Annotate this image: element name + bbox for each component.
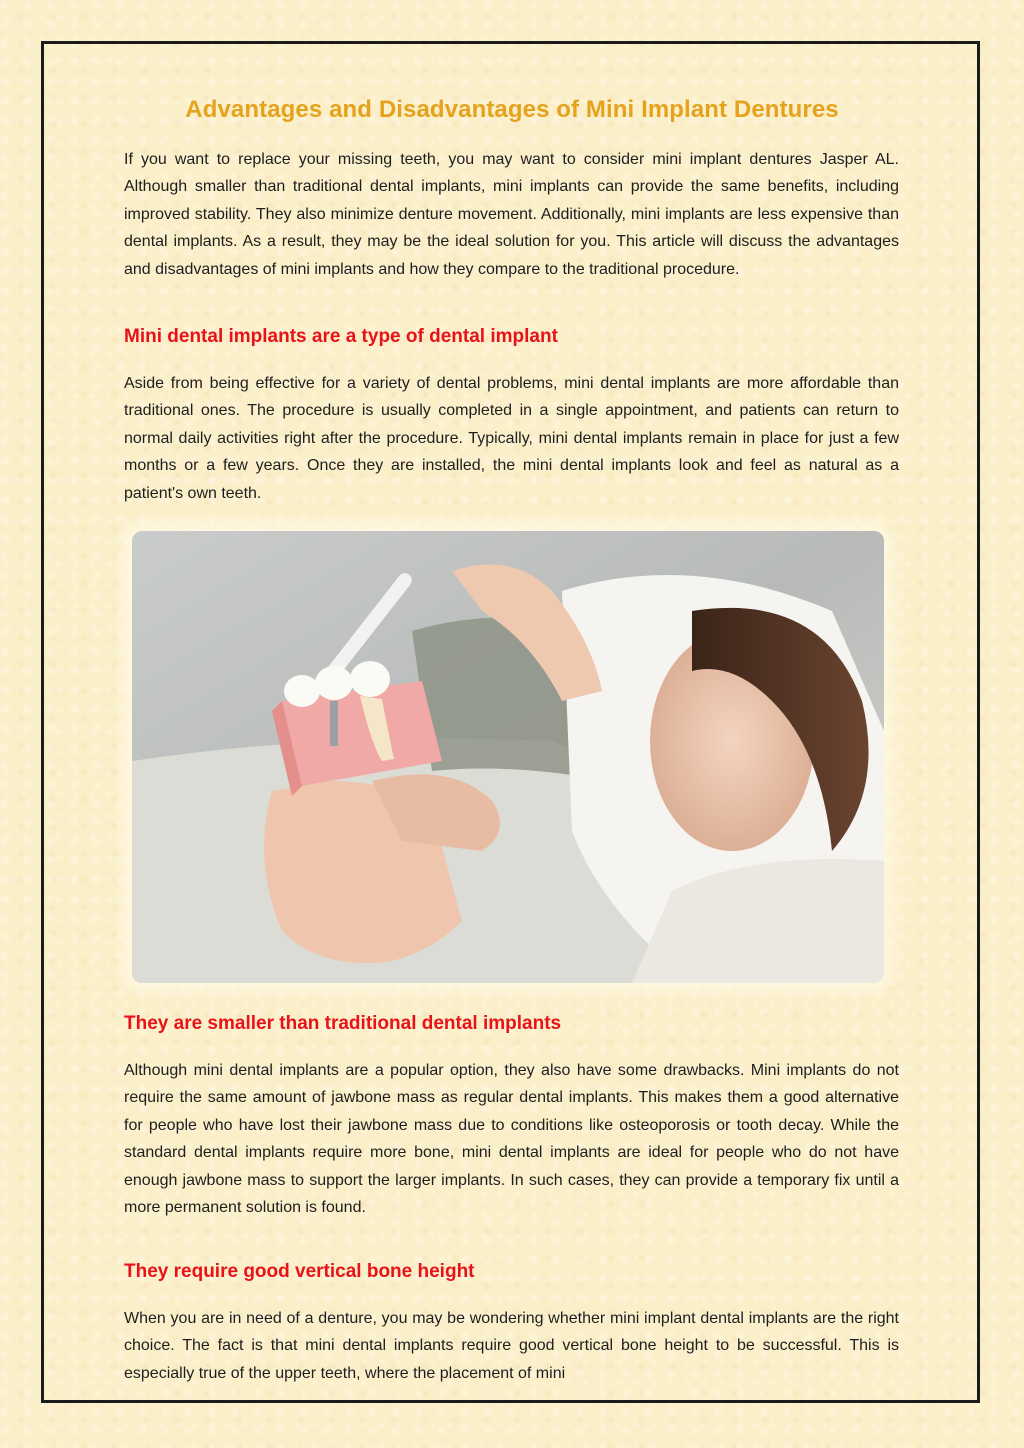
- dentist-holding-implant-model-illustration: [132, 531, 884, 983]
- dental-model-photo: [132, 531, 884, 983]
- section-body-mini-implants-type: Aside from being effective for a variety of dental problems, mini dental implants are more affordable than traditional ones. The procedure is usually completed in a single appointment, and patients can return to normal daily activities right after the procedure. Typically, mini dental implants remain in place for just a few months or a few years. Once they are installed, the mini dental implants look and feel as natural as a patient's own teeth.: [124, 375, 899, 502]
- page-title: Advantages and Disadvantages of Mini Implant Dentures: [185, 96, 839, 123]
- section-heading-smaller-implants: They are smaller than traditional dental implants: [124, 1013, 562, 1034]
- intro-paragraph: If you want to replace your missing teeth, you may want to consider mini implant dentures Jasper AL. Although smaller than traditional dental implants, mini implants can provide the same benefits, including improved stability. They also minimize denture movement. Additionally, mini implants are less expensive than dental implants. As a result, they may be the ideal solution for you. This article will discuss the advantages and disadvantages of mini implants and how they compare to the traditional procedure.: [124, 151, 899, 278]
- section-body-bone-height: When you are in need of a denture, you may be wondering whether mini implant dental implants are the right choice. The fact is that mini dental implants require good vertical bone height to be successful. This is especially true of the upper teeth, where the placement of mini: [124, 1310, 899, 1382]
- section-heading-mini-implants-type: Mini dental implants are a type of dental implant: [124, 326, 558, 347]
- section-heading-bone-height: They require good vertical bone height: [124, 1261, 475, 1282]
- section-body-smaller-implants: Although mini dental implants are a popular option, they also have some drawbacks. Mini implants do not require the same amount of jawbone mass as regular dental implants. This makes them a good alternative for people who have lost their jawbone mass due to conditions like osteoporosis or tooth decay. While the standard dental implants require more bone, mini dental implants are ideal for people who do not have enough jawbone mass to support the larger implants. In such cases, they can provide a temporary fix until a more permanent solution is found.: [124, 1062, 899, 1217]
